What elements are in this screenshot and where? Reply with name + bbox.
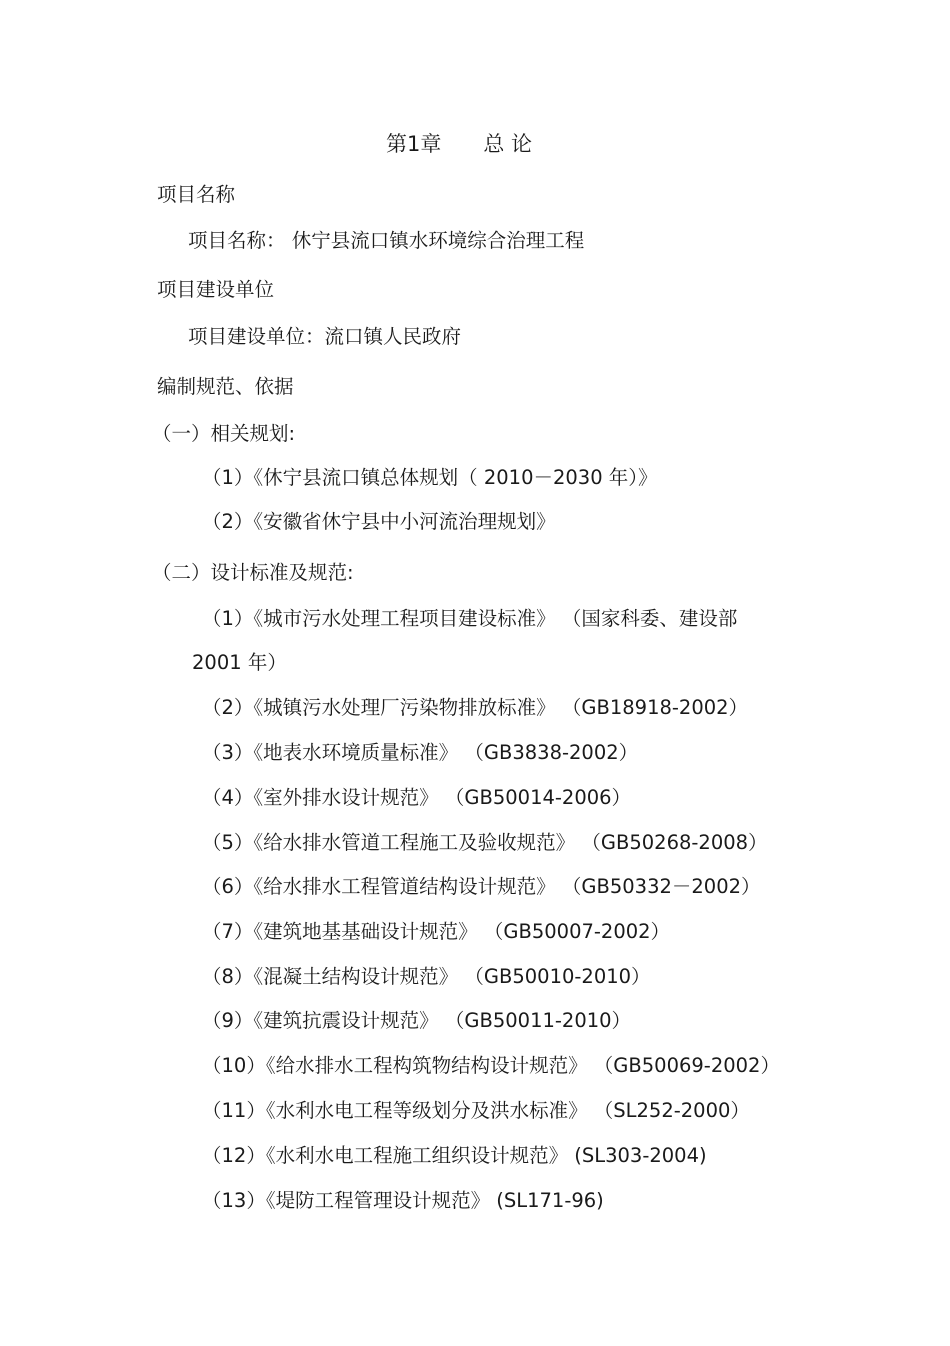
list-item: （11）《水利水电工程等级划分及洪水标准》 （SL252-2000）	[202, 1099, 750, 1122]
list-item: （1）《休宁县流口镇总体规划（ 2010－2030 年）》	[202, 466, 658, 489]
list-item: （12）《水利水电工程施工组织设计规范》 (SL303-2004)	[202, 1144, 707, 1167]
section-body: 项目建设单位：流口镇人民政府	[188, 325, 462, 348]
list-item: （6）《给水排水工程管道结构设计规范》 （GB50332－2002）	[202, 875, 761, 898]
list-item: （10）《给水排水工程构筑物结构设计规范》 （GB50069-2002）	[202, 1054, 780, 1077]
list-item: （8）《混凝土结构设计规范》 （GB50010-2010）	[202, 965, 651, 988]
chapter-title	[386, 131, 532, 157]
chapter-number: 第1章	[386, 132, 442, 156]
list-item: （1）《城市污水处理工程项目建设标准》 （国家科委、建设部	[202, 607, 738, 630]
list-item: （3）《地表水环境质量标准》 （GB3838-2002）	[202, 741, 639, 764]
list-item: （13）《堤防工程管理设计规范》 (SL171-96)	[202, 1189, 604, 1212]
list-item-continuation: 2001 年）	[192, 651, 287, 674]
list-item: （2）《安徽省休宁县中小河流治理规划》	[202, 510, 556, 533]
section-heading: 编制规范、依据	[157, 375, 294, 398]
list-item: （5）《给水排水管道工程施工及验收规范》 （GB50268-2008）	[202, 831, 768, 854]
list-item: （4）《室外排水设计规范》 （GB50014-2006）	[202, 786, 632, 809]
subsection-heading: （二）设计标准及规范:	[152, 561, 354, 584]
list-item: （9）《建筑抗震设计规范》 （GB50011-2010）	[202, 1009, 632, 1032]
list-item: （7）《建筑地基基础设计规范》 （GB50007-2002）	[202, 920, 671, 943]
section-heading: 项目建设单位	[157, 278, 275, 301]
section-body: 项目名称： 休宁县流口镇水环境综合治理工程	[188, 229, 585, 252]
subsection-heading: （一）相关规划:	[152, 422, 296, 445]
chapter-heading: 总 论	[483, 132, 533, 156]
section-heading: 项目名称	[157, 183, 236, 206]
list-item: （2）《城镇污水处理厂污染物排放标准》 （GB18918-2002）	[202, 696, 749, 719]
